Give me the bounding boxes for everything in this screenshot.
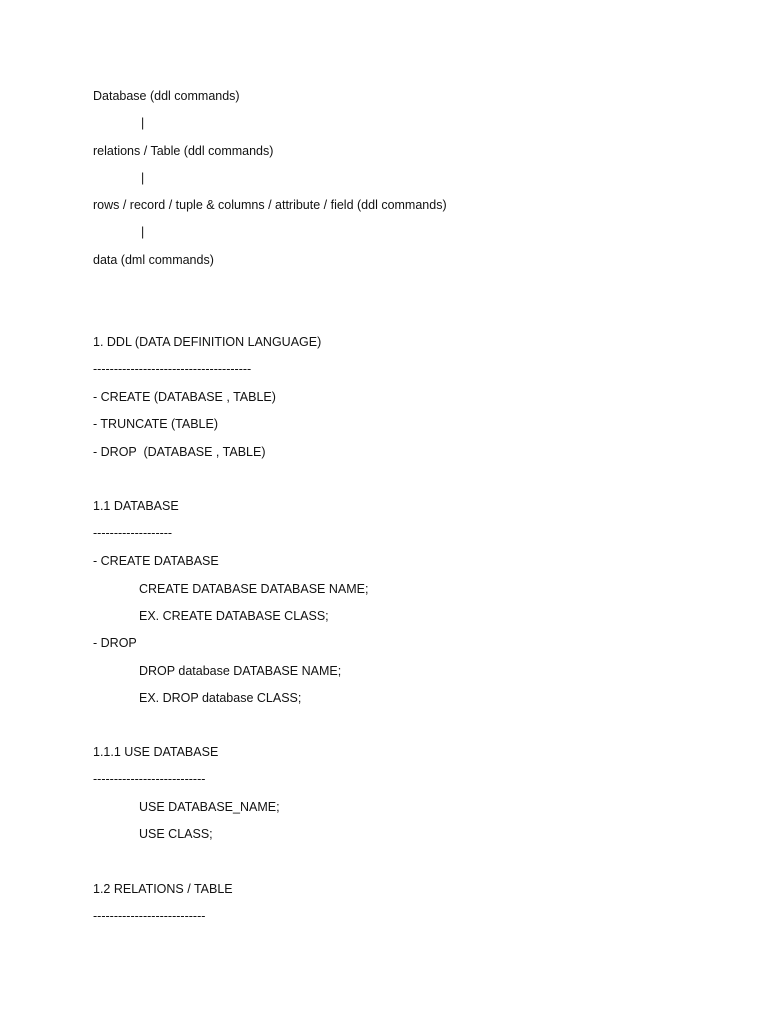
- hierarchy-connector: |: [141, 171, 145, 185]
- hierarchy-data: data (dml commands): [93, 253, 214, 267]
- hierarchy-database: Database (ddl commands): [93, 89, 240, 103]
- drop-database-label: - DROP: [93, 636, 137, 650]
- drop-database-syntax: DROP database DATABASE NAME;: [139, 664, 342, 678]
- use-database-heading: 1.1.1 USE DATABASE: [93, 745, 219, 759]
- ddl-rule: --------------------------------------: [93, 362, 252, 376]
- use-database-example: USE CLASS;: [139, 827, 213, 841]
- database-heading: 1.1 DATABASE: [93, 499, 179, 513]
- ddl-item-drop: - DROP (DATABASE , TABLE): [93, 445, 266, 459]
- hierarchy-connector: |: [141, 225, 145, 239]
- hierarchy-connector: |: [141, 116, 145, 130]
- relations-table-heading: 1.2 RELATIONS / TABLE: [93, 882, 233, 896]
- ddl-item-create: - CREATE (DATABASE , TABLE): [93, 390, 276, 404]
- use-database-syntax: USE DATABASE_NAME;: [139, 800, 280, 814]
- relations-table-rule: ---------------------------: [93, 909, 206, 923]
- create-database-label: - CREATE DATABASE: [93, 554, 219, 568]
- create-database-example: EX. CREATE DATABASE CLASS;: [139, 609, 329, 623]
- ddl-item-truncate: - TRUNCATE (TABLE): [93, 417, 219, 431]
- database-rule: -------------------: [93, 526, 173, 540]
- ddl-heading: 1. DDL (DATA DEFINITION LANGUAGE): [93, 335, 322, 349]
- hierarchy-relations: relations / Table (ddl commands): [93, 144, 274, 158]
- use-database-rule: ---------------------------: [93, 772, 206, 786]
- hierarchy-rows: rows / record / tuple & columns / attribute / field (ddl commands): [93, 198, 447, 212]
- drop-database-example: EX. DROP database CLASS;: [139, 691, 302, 705]
- create-database-syntax: CREATE DATABASE DATABASE NAME;: [139, 582, 369, 596]
